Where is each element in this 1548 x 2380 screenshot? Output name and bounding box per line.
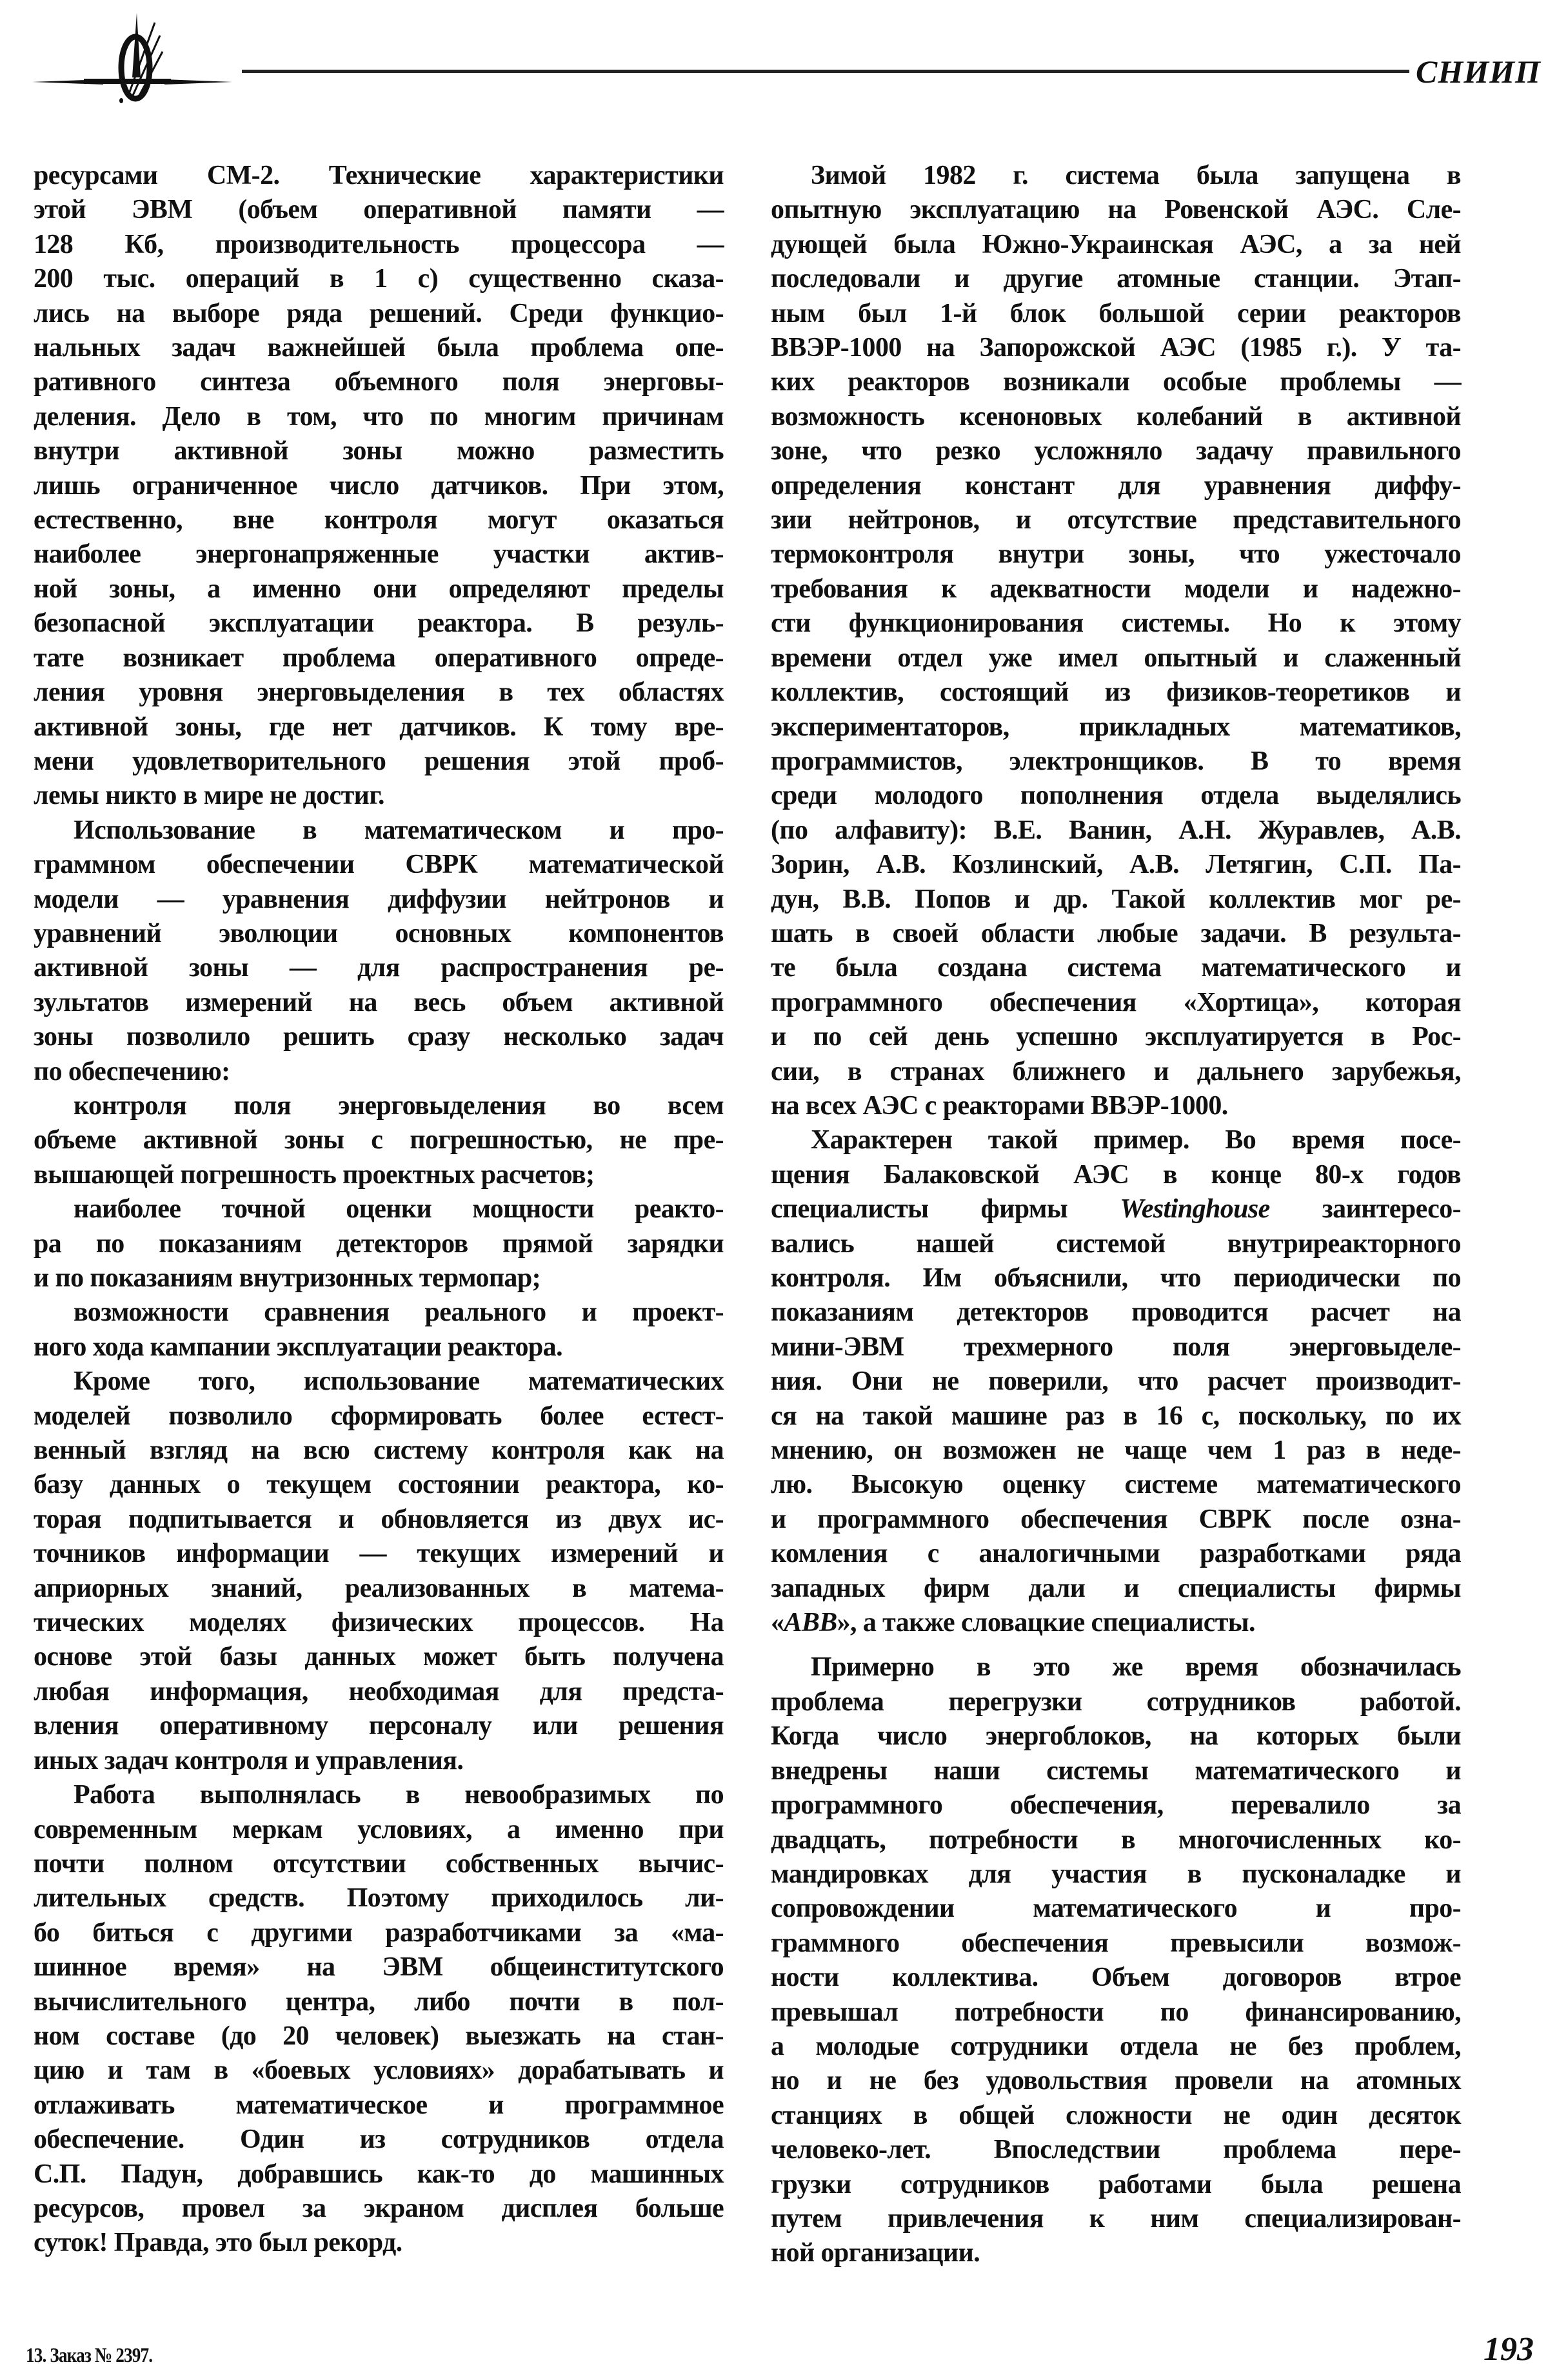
text-line: ресурсами СМ-2. Технические характеристики [34,161,724,190]
text-line: экспериментаторов, прикладных математиков, [771,712,1461,742]
text-line: точников информации — текущих измерений и [34,1539,724,1569]
publisher-logo-icon [26,6,239,103]
text-line: дун, В.В. Попов и др. Такой коллектив мог ре- [771,884,1461,914]
text-line: но и не без удовольствия провели на атомных [771,2066,1461,2096]
text-line: лемы никто в мире не достиг. [34,781,384,811]
text-line: программного обеспечения, перевалило за [771,1790,1461,1821]
running-title: СНИИП [1416,54,1541,90]
text-line: обеспечение. Один из сотрудников отдела [34,2125,724,2155]
text-line: определения констант для уравнения диффу- [771,470,1461,501]
text-line: сти функционирования системы. Но к этому [771,608,1461,639]
text-line: этой ЭВМ (объем оперативной памяти — [34,195,724,225]
text-line: комления с аналогичными разработками ряда [771,1539,1461,1569]
text-line: (по алфавиту): В.Е. Ванин, А.Н. Журавлев, А.В. [771,815,1461,845]
paragraph [771,1650,1461,2270]
text-line: безопасной эксплуатации реактора. В резуль- [34,608,724,639]
text-line: ся на такой машине раз в 16 с, поскольку, по их [771,1401,1461,1431]
paragraph [34,1295,724,1365]
text-line: деления. Дело в том, что по многим причинам [34,401,724,432]
text-line: дующей была Южно-Украинская АЭС, а за ней [771,229,1461,259]
text-line: по обеспечению: [34,1056,230,1086]
text-line: Кроме того, использование математических [74,1366,724,1397]
text-line: отлаживать математическое и программное [34,2090,724,2120]
text-line: последовали и другие атомные станции. Этап- [771,264,1461,294]
text-line: мнению, он возможен не чаще чем 1 раз в неде- [771,1435,1461,1466]
text-line: показаниям детекторов проводится расчет на [771,1297,1461,1328]
text-line: цию и там в «боевых условиях» дорабатывать и [34,2055,724,2086]
text-line: 128 Кб, производительность процессора — [34,229,724,259]
text-line: наиболее энергонапряженные участки актив- [34,539,724,570]
text-line: 200 тыс. операций в 1 с) существенно сказа- [34,264,724,294]
text-line: зоне, что резко усложняло задачу правильного [771,436,1461,466]
text-line: проблема перегрузки сотрудников работой. [771,1686,1461,1717]
text-line: и по показаниям внутризонных термопар; [34,1263,541,1293]
text-line: ности коллектива. Объем договоров втрое [771,1963,1461,1993]
text-line: станциях в общей сложности не один десяток [771,2100,1461,2130]
paragraph [34,159,724,814]
text-line: зии нейтронов, и отсутствие представительного [771,505,1461,535]
text-line: шать в своей области любые задачи. В результа- [771,918,1461,948]
text-line: ких реакторов возникали особые проблемы — [771,367,1461,397]
text-line: и по сей день успешно эксплуатируется в Рос- [771,1022,1461,1052]
text-line: возможности сравнения реального и проект- [74,1297,724,1328]
text-line: на всех АЭС с реакторами ВВЭР-1000. [771,1090,1228,1121]
text-line: естественно, вне контроля могут оказаться [34,505,724,535]
text-line: активной зоны — для распространения ре- [34,953,724,983]
text-line: зоны позволило решить сразу несколько задач [34,1022,724,1052]
paragraph [771,1123,1461,1640]
text-line: зультатов измерений на весь объем активной [34,987,724,1017]
text-line: грузки сотрудников работами была решена [771,2169,1461,2199]
text-line [771,1606,1461,1640]
text-line: почти полном отсутствии собственных вычис- [34,1848,724,1879]
text-line: внедрены наши системы математического и [771,1755,1461,1786]
paragraph [34,1778,724,2261]
text-line: объеме активной зоны с погрешностью, не пре- [34,1125,724,1155]
text-line: суток! Правда, это был рекорд. [34,2228,402,2258]
text-line: человеко-лет. Впоследствии проблема пере- [771,2135,1461,2165]
text-line: Работа выполнялась в невообразимых по [74,1780,724,1810]
text-segment: специалисты фирмы [771,1194,1120,1225]
text-line: ной организации. [771,2238,980,2268]
header-rule [242,70,1409,73]
text-line: ра по показаниям детекторов прямой зарядки [34,1228,724,1259]
text-line: иных задач контроля и управления. [34,1745,464,1775]
text-line: уравнений эволюции основных компонентов [34,918,724,948]
text-line: шинное время» на ЭВМ общеинститутского [34,1952,724,1983]
text-line: тических моделях физических процессов. На [34,1608,724,1638]
text-line: коллектив, состоящий из физиков-теоретиков и [771,677,1461,708]
text-line: западных фирм дали и специалисты фирмы [771,1573,1461,1603]
paragraph [34,814,724,1089]
text-line: наиболее точной оценки мощности реакто- [74,1194,724,1225]
text-column-right [771,159,1461,2271]
page-number: 193 [1484,2331,1534,2368]
text-line: сопровождении математического и про- [771,1894,1461,1924]
text-line: нальных задач важнейшей была проблема опе- [34,333,724,363]
paragraph [34,1365,724,1778]
text-segment: « [771,1608,784,1638]
text-line: мандировках для участия в пусконаладке и [771,1859,1461,1889]
text-line: лю. Высокую оценку системе математического [771,1470,1461,1500]
text-line: ния. Они не поверили, что расчет производит- [771,1366,1461,1397]
text-line: возможность ксеноновых колебаний в активной [771,401,1461,432]
text-line: основе этой базы данных может быть получена [34,1642,724,1672]
text-line: торая подпитывается и обновляется из двух ис- [34,1504,724,1534]
text-line: термоконтроля внутри зоны, что ужесточало [771,539,1461,570]
text-line: лишь ограниченное число датчиков. При этом, [34,470,724,501]
text-line: а молодые сотрудники отдела не без проблем, [771,2031,1461,2061]
text-line: Примерно в это же время обозначилась [811,1652,1461,1683]
paragraph [34,1089,724,1192]
text-line: бо биться с другими разработчиками за «ма- [34,1917,724,1948]
text-line: любая информация, необходимая для предста- [34,1676,724,1706]
text-line: современным меркам условиях, а именно при [34,1814,724,1845]
italic-term: Westinghouse [1120,1194,1270,1225]
text-line: Когда число энергоблоков, на которых были [771,1721,1461,1752]
text-line: лительных средств. Поэтому приходилось ли- [34,1883,724,1914]
text-line: С.П. Падун, добравшись как-то до машинных [34,2159,724,2189]
text-line: лись на выборе ряда решений. Среди функцио- [34,298,724,328]
text-line: Использование в математическом и про- [74,815,724,845]
text-line: внутри активной зоны можно разместить [34,436,724,466]
text-line: сии, в странах ближнего и дальнего зарубежья, [771,1056,1461,1086]
text-line: ного хода кампании эксплуатации реактора. [34,1332,562,1362]
italic-term: ABB [784,1608,837,1638]
text-line: активной зоны, где нет датчиков. К тому вре- [34,712,724,742]
text-line: вычислительного центра, либо почти в пол- [34,1986,724,2017]
text-line: контроля поля энерговыделения во всем [74,1090,724,1121]
paragraph [771,159,1461,1123]
text-line: вления оперативному персоналу или решения [34,1711,724,1741]
text-line: требования к адекватности модели и надежно- [771,574,1461,604]
text-line: ресурсов, провел за экраном дисплея больше [34,2193,724,2223]
text-line: модели — уравнения диффузии нейтронов и [34,884,724,914]
text-line: те была создана система математического и [771,953,1461,983]
text-line: базу данных о текущем состоянии реактора, ко- [34,1470,724,1500]
text-line: двадцать, потребности в многочисленных ко- [771,1825,1461,1855]
text-line: тате возникает проблема оперативного опреде- [34,643,724,673]
paragraph [34,1192,724,1295]
text-line: мини-ЭВМ трехмерного поля энерговыделе- [771,1332,1461,1362]
text-line: времени отдел уже имел опытный и слаженный [771,643,1461,673]
text-line: ления уровня энерговыделения в тех областях [34,677,724,708]
text-line: путем привлечения к ним специализирован- [771,2203,1461,2234]
text-line: венный взгляд на всю систему контроля как на [34,1435,724,1466]
text-line: и программного обеспечения СВРК после озна- [771,1504,1461,1534]
text-line: моделей позволило сформировать более естест- [34,1401,724,1431]
text-line: контроля. Им объяснили, что периодически по [771,1263,1461,1293]
text-segment: », а также словацкие специалисты. [837,1608,1255,1638]
text-line: ной зоны, а именно они определяют пределы [34,574,724,604]
text-line: вались нашей системой внутриреакторного [771,1228,1461,1259]
text-line: ным был 1-й блок большой серии реакторов [771,298,1461,328]
text-line: среди молодого пополнения отдела выделялись [771,781,1461,811]
text-column-left [34,159,724,2261]
text-line: вышающей погрешность проектных расчетов; [34,1159,595,1190]
text-line [771,1192,1461,1226]
text-line: граммного обеспечения превысили возмож- [771,1928,1461,1958]
text-line: ративного синтеза объемного поля энерговы- [34,367,724,397]
print-signature: 13. Заказ № 2397. [26,2343,153,2366]
text-line: опытную эксплуатацию на Ровенской АЭС. Сле- [771,195,1461,225]
text-line: граммном обеспечении СВРК математической [34,850,724,880]
text-line: ном составе (до 20 человек) выезжать на стан- [34,2021,724,2051]
text-segment: заинтересо- [1269,1194,1461,1225]
text-line: превышал потребности по финансированию, [771,1997,1461,2027]
text-line: априорных знаний, реализованных в матема- [34,1573,724,1603]
text-line: Зимой 1982 г. система была запущена в [811,161,1461,190]
text-line: Зорин, А.В. Козлинский, А.В. Летягин, С.П. Па- [771,850,1461,880]
text-line: мени удовлетворительного решения этой проб- [34,746,724,776]
text-line: программного обеспечения «Хортица», которая [771,987,1461,1017]
text-line: программистов, электронщиков. В то время [771,746,1461,776]
text-line: Характерен такой пример. Во время посе- [811,1125,1461,1155]
text-line: щения Балаковской АЭС в конце 80-х годов [771,1159,1461,1190]
text-line: ВВЭР-1000 на Запорожской АЭС (1985 г.). У та- [771,333,1461,363]
